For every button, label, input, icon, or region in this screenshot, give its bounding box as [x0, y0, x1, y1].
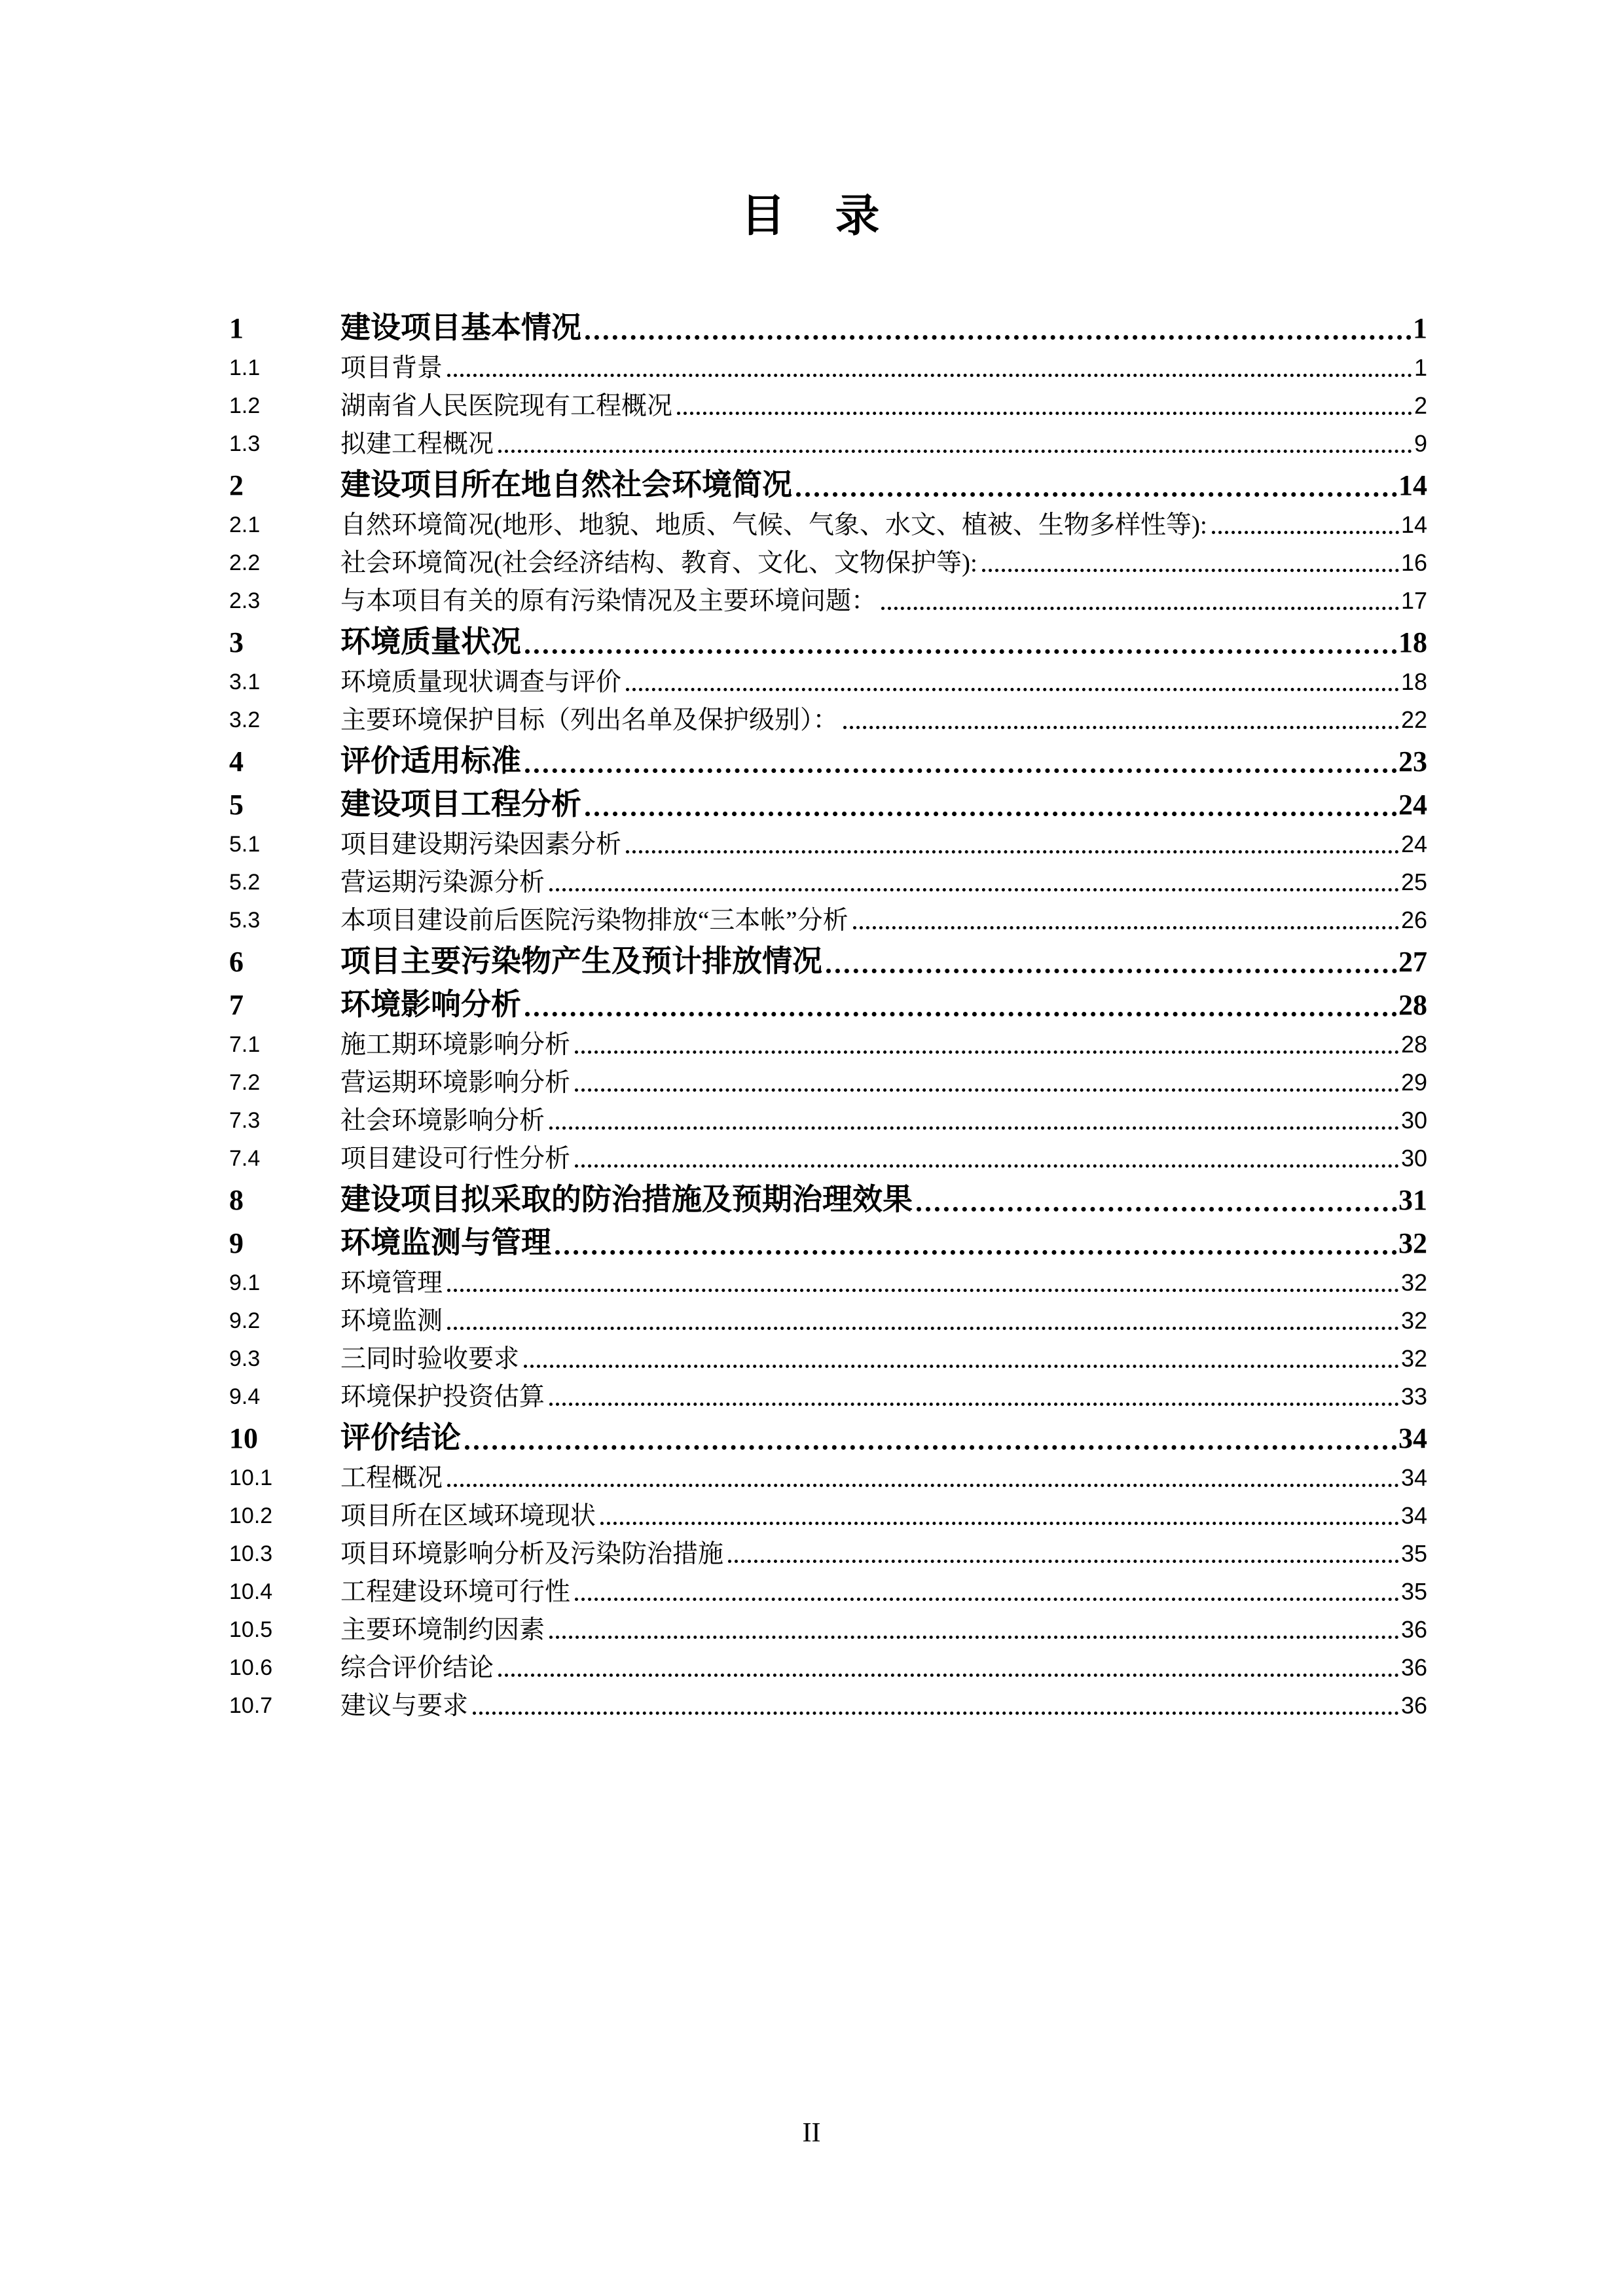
toc-entry-page: 22	[1400, 706, 1427, 733]
dot-leader	[498, 450, 1412, 453]
toc-entry-label: 社会环境影响分析	[340, 1107, 545, 1136]
toc-entry-label: 环境保护投资估算	[340, 1383, 545, 1412]
dot-leader	[549, 888, 1399, 891]
toc-entry-page: 23	[1398, 745, 1427, 778]
toc-entry-page: 28	[1398, 989, 1427, 1021]
toc-entry-number: 10.1	[229, 1465, 273, 1490]
toc-entry-number: 1.3	[229, 431, 261, 456]
toc-entry-page: 36	[1400, 1654, 1427, 1681]
dot-leader	[473, 1712, 1399, 1715]
dot-leader	[555, 1250, 1397, 1255]
dot-leader	[525, 649, 1397, 654]
toc-entry-label: 项目环境影响分析及污染防治措施	[340, 1540, 724, 1569]
dot-leader	[728, 1560, 1399, 1563]
toc-entry-label: 环境监测	[340, 1307, 443, 1336]
toc-entry[interactable]	[229, 1456, 1427, 1494]
toc-entry-number: 9	[229, 1227, 244, 1259]
toc-entry-number: 9.3	[229, 1346, 261, 1371]
toc-entry-label: 环境质量状况	[340, 625, 521, 659]
toc-entry[interactable]	[229, 1494, 1427, 1532]
dot-leader	[549, 1126, 1399, 1130]
toc-entry-number: 2.3	[229, 588, 261, 613]
dot-leader	[585, 812, 1397, 816]
dot-leader	[826, 969, 1397, 973]
toc-entry-label: 项目主要污染物产生及预计排放情况	[340, 944, 822, 978]
dot-leader	[525, 1012, 1397, 1016]
toc-entry[interactable]	[229, 1299, 1427, 1336]
toc-entry-page: 18	[1398, 626, 1427, 658]
toc-entry-label: 营运期环境影响分析	[340, 1069, 571, 1098]
toc-entry-number: 3.1	[229, 670, 261, 694]
page-number-footer: II	[802, 2118, 821, 2148]
toc-entry[interactable]	[229, 422, 1427, 459]
toc-entry-number: 10.7	[229, 1693, 273, 1718]
toc-entry-page: 36	[1400, 1692, 1427, 1719]
dot-leader	[465, 1445, 1397, 1450]
toc-entry[interactable]	[229, 898, 1427, 936]
toc-entry-number: 2.1	[229, 512, 261, 537]
toc-entry-page: 33	[1400, 1383, 1427, 1410]
toc-entry-number: 5.2	[229, 870, 261, 895]
toc-entry-number: 2	[229, 469, 244, 501]
dot-leader	[585, 335, 1412, 340]
dot-leader	[575, 1088, 1399, 1092]
toc-entry-number: 10.5	[229, 1617, 273, 1642]
toc-entry-label: 与本项目有关的原有污染情况及主要环境问题：	[340, 587, 877, 616]
toc-entry-number: 2.2	[229, 550, 261, 575]
toc-entry-page: 24	[1400, 831, 1427, 857]
toc-entry-label: 社会环境简况(社会经济结构、教育、文化、文物保护等):	[340, 549, 977, 578]
toc-entry[interactable]	[229, 302, 1427, 346]
toc-entry-page: 1	[1413, 312, 1427, 344]
toc-entry-number: 5.3	[229, 908, 261, 933]
toc-entry-page: 30	[1400, 1145, 1427, 1172]
dot-leader	[447, 1327, 1399, 1330]
toc-entry[interactable]	[229, 1374, 1427, 1412]
toc-entry-label: 工程建设环境可行性	[340, 1578, 571, 1607]
toc-entry[interactable]	[229, 1174, 1427, 1217]
toc-entry-page: 18	[1400, 668, 1427, 695]
toc-entry-label: 本项目建设前后医院污染物排放“三本帐”分析	[340, 906, 848, 935]
toc-entry-page: 29	[1400, 1069, 1427, 1096]
dot-leader	[917, 1207, 1397, 1211]
toc-entry[interactable]	[229, 617, 1427, 660]
dot-leader	[600, 1522, 1399, 1525]
toc-entry[interactable]	[229, 979, 1427, 1022]
toc-entry-label: 自然环境简况(地形、地貌、地质、气候、气象、水文、植被、生物多样性等):	[340, 511, 1207, 540]
toc-entry-number: 7.4	[229, 1146, 261, 1171]
toc-entry-label: 项目建设期污染因素分析	[340, 831, 622, 859]
toc-entry[interactable]	[229, 1136, 1427, 1174]
dot-leader	[575, 1164, 1399, 1168]
dot-leader	[447, 1484, 1399, 1487]
toc-entry-label: 营运期污染源分析	[340, 869, 545, 897]
dot-leader	[626, 688, 1399, 691]
toc-entry-page: 27	[1398, 946, 1427, 978]
toc-entry-page: 35	[1400, 1540, 1427, 1567]
toc-entry-number: 1.2	[229, 393, 261, 418]
toc-entry-page: 34	[1400, 1464, 1427, 1491]
toc-entry-label: 环境影响分析	[340, 988, 521, 1022]
toc-entry-label: 评价结论	[340, 1421, 461, 1455]
toc-entry-page: 34	[1398, 1422, 1427, 1454]
toc-entry-page: 31	[1398, 1184, 1427, 1216]
toc-entry-page: 32	[1398, 1227, 1427, 1259]
toc-entry[interactable]	[229, 936, 1427, 979]
toc-entry-label: 湖南省人民医院现有工程概况	[340, 392, 673, 421]
toc-entry-number: 10.6	[229, 1655, 273, 1680]
toc-entry-number: 1.1	[229, 355, 261, 380]
toc-entry[interactable]	[229, 1261, 1427, 1299]
toc-entry[interactable]	[229, 1022, 1427, 1060]
toc-entry-label: 主要环境保护目标（列出名单及保护级别）：	[340, 706, 839, 735]
toc-entry[interactable]	[229, 1532, 1427, 1570]
toc-entry-label: 评价适用标准	[340, 744, 521, 778]
toc-entry-page: 32	[1400, 1269, 1427, 1296]
toc-entry-page: 14	[1400, 511, 1427, 538]
dot-leader	[549, 1636, 1399, 1639]
dot-leader	[1212, 531, 1399, 534]
toc-entry-number: 9.4	[229, 1384, 261, 1409]
toc-entry-page: 14	[1398, 469, 1427, 501]
toc-entry-page: 26	[1400, 906, 1427, 933]
toc-entry[interactable]	[229, 1060, 1427, 1098]
toc-entry-page: 24	[1398, 789, 1427, 821]
toc-entry-number: 3.2	[229, 708, 261, 732]
toc-entry-label: 建设项目所在地自然社会环境简况	[340, 468, 792, 502]
toc-entry-label: 建设项目工程分析	[340, 787, 581, 821]
toc-entry-label: 主要环境制约因素	[340, 1616, 545, 1645]
toc-entry-label: 建设项目基本情况	[340, 311, 581, 345]
toc-entry-number: 6	[229, 946, 244, 978]
dot-leader	[677, 412, 1412, 415]
toc-entry-label: 环境质量现状调查与评价	[340, 668, 622, 697]
dot-leader	[796, 492, 1397, 497]
toc-entry[interactable]	[229, 1645, 1427, 1683]
toc-entry-label: 项目背景	[340, 354, 443, 383]
toc-entry-page: 16	[1400, 549, 1427, 576]
toc-entry-page: 35	[1400, 1578, 1427, 1605]
dot-leader	[575, 1598, 1399, 1601]
toc-entry-page: 25	[1400, 869, 1427, 895]
dot-leader	[447, 1289, 1399, 1292]
dot-leader	[853, 926, 1399, 929]
toc-entry-number: 9.2	[229, 1308, 261, 1333]
toc-entry[interactable]	[229, 1217, 1427, 1261]
toc-entry-number: 5	[229, 789, 244, 821]
toc-entry-number: 4	[229, 745, 244, 778]
toc-entry[interactable]	[229, 779, 1427, 822]
toc-entry[interactable]	[229, 698, 1427, 736]
toc-entry-label: 环境监测与管理	[340, 1226, 551, 1260]
dot-leader	[843, 726, 1399, 729]
toc-entry-number: 7.1	[229, 1032, 261, 1057]
toc-entry[interactable]	[229, 579, 1427, 617]
toc-entry-page: 36	[1400, 1616, 1427, 1643]
toc-entry-number: 7.2	[229, 1070, 261, 1095]
toc-entry-page: 9	[1413, 430, 1427, 457]
toc-entry-number: 10.2	[229, 1503, 273, 1528]
toc-entry[interactable]	[229, 1607, 1427, 1645]
toc-entry-page: 2	[1413, 392, 1427, 419]
toc-entry-label: 三同时验收要求	[340, 1345, 520, 1374]
toc-entry-label: 拟建工程概况	[340, 430, 494, 459]
toc-entry-number: 7	[229, 989, 244, 1021]
toc-entry-page: 17	[1400, 587, 1427, 614]
toc-entry-label: 项目所在区域环境现状	[340, 1502, 596, 1531]
toc-entry-number: 9.1	[229, 1270, 261, 1295]
toc-entry[interactable]	[229, 736, 1427, 779]
toc-list	[229, 302, 1427, 1721]
toc-entry[interactable]	[229, 1098, 1427, 1136]
page-title: 目 录	[740, 191, 883, 241]
toc-entry[interactable]	[229, 860, 1427, 898]
toc-entry-page: 32	[1400, 1307, 1427, 1334]
toc-entry-page: 30	[1400, 1107, 1427, 1134]
toc-entry-label: 项目建设可行性分析	[340, 1145, 571, 1174]
toc-entry-page: 32	[1400, 1345, 1427, 1372]
toc-entry[interactable]	[229, 1336, 1427, 1374]
dot-leader	[549, 1403, 1399, 1406]
toc-entry-number: 5.1	[229, 832, 261, 857]
toc-entry-number: 10	[229, 1422, 258, 1454]
dot-leader	[575, 1050, 1399, 1054]
toc-entry-label: 工程概况	[340, 1464, 443, 1493]
toc-entry[interactable]	[229, 660, 1427, 698]
dot-leader	[982, 569, 1399, 572]
toc-entry[interactable]	[229, 384, 1427, 422]
dot-leader	[881, 607, 1399, 610]
toc-entry-number: 1	[229, 312, 244, 344]
toc-entry-label: 施工期环境影响分析	[340, 1031, 571, 1060]
toc-entry[interactable]	[229, 459, 1427, 503]
toc-entry[interactable]	[229, 541, 1427, 579]
toc-entry[interactable]	[229, 1570, 1427, 1607]
toc-entry-page: 1	[1413, 354, 1427, 381]
toc-entry[interactable]	[229, 346, 1427, 384]
toc-entry[interactable]	[229, 1412, 1427, 1456]
toc-entry[interactable]	[229, 503, 1427, 541]
dot-leader	[524, 1365, 1399, 1368]
dot-leader	[498, 1674, 1399, 1677]
toc-entry-number: 7.3	[229, 1108, 261, 1133]
toc-entry[interactable]	[229, 822, 1427, 860]
toc-entry-label: 建设项目拟采取的防治措施及预期治理效果	[340, 1183, 913, 1217]
toc-entry-label: 建议与要求	[340, 1692, 469, 1721]
toc-entry[interactable]	[229, 1683, 1427, 1721]
toc-entry-page: 34	[1400, 1502, 1427, 1529]
toc-entry-page: 28	[1400, 1031, 1427, 1058]
dot-leader	[525, 768, 1397, 773]
toc-entry-number: 10.3	[229, 1541, 273, 1566]
toc-entry-number: 3	[229, 626, 244, 658]
toc-entry-number: 10.4	[229, 1579, 273, 1604]
toc-entry-number: 8	[229, 1184, 244, 1216]
dot-leader	[447, 374, 1412, 377]
toc-entry-label: 环境管理	[340, 1269, 443, 1298]
toc-entry-label: 综合评价结论	[340, 1654, 494, 1683]
dot-leader	[626, 850, 1399, 853]
